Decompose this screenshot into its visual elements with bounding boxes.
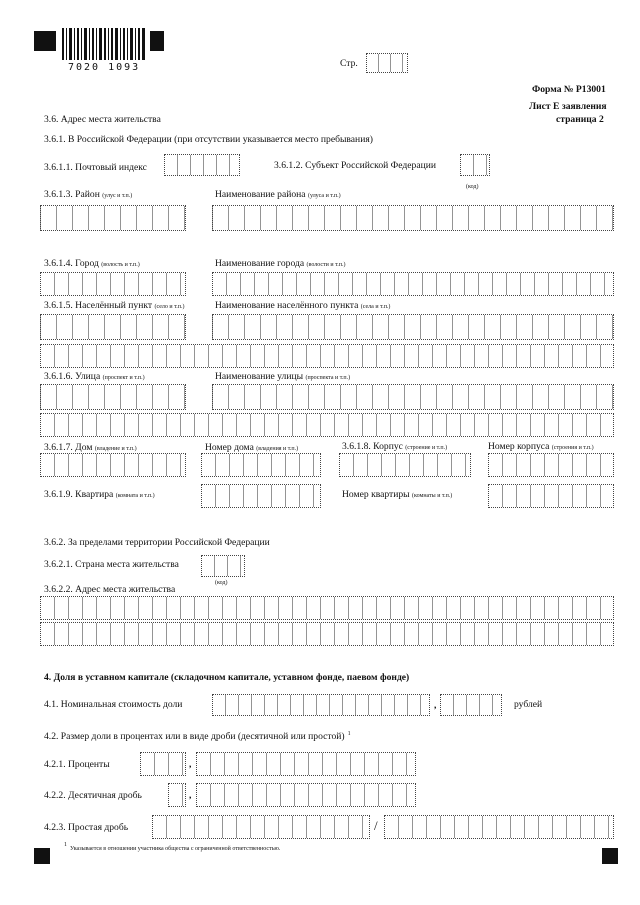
street-name-field[interactable] [212, 384, 614, 410]
footnote-mark: 1 [64, 842, 67, 848]
simple-fraction-label: 4.2.3. Простая дробь [44, 822, 129, 833]
building-label [342, 441, 447, 452]
percent-comma: , [189, 759, 192, 770]
district-name-label-sub: (улуса и т.п.) [307, 193, 341, 199]
simple-numerator-field[interactable] [152, 815, 370, 839]
house-label-sub: (владение и т.п.) [94, 446, 137, 452]
city-label-sub: (волость и т.п.) [101, 262, 140, 268]
sheet-title: Лист Е заявления [529, 101, 607, 112]
nominal-value-fraction-field[interactable] [440, 694, 502, 716]
district-label-sub: (улус и т.п.) [102, 193, 133, 199]
building-number-label-text: Номер корпуса [488, 441, 550, 452]
section-4-title: 4. Доля в уставном капитале (складочном капитале, уставном фонде, паевом фонде) [44, 672, 410, 683]
foreign-address-field-line-1[interactable] [40, 596, 614, 620]
city-name-field[interactable] [212, 272, 614, 296]
foreign-address-label: 3.6.2.2. Адрес места жительства [44, 584, 176, 595]
section-3-6-1-title: 3.6.1. В Российской Федерации (при отсутствии указывается место пребывания) [44, 134, 373, 145]
sheet-page: страница 2 [556, 114, 604, 125]
section-3-6-title: 3.6. Адрес места жительства [44, 114, 161, 125]
street-name-label-text: Наименование улицы [215, 371, 304, 382]
subject-code-note: (код) [466, 184, 479, 190]
share-size-label-text: 4.2. Размер доли в процентах или в виде дроби (десятичной или простой) [44, 731, 345, 743]
corner-marker-bottom-left [34, 848, 50, 864]
decimal-fraction-field[interactable] [196, 783, 416, 807]
decimal-comma: , [189, 790, 192, 801]
locality-name-label-text: Наименование населённого пункта [215, 300, 359, 311]
building-number-field[interactable] [488, 453, 614, 477]
city-name-label-sub: (волости и т.п.) [306, 262, 346, 268]
house-number-label-text: Номер дома [205, 442, 254, 453]
building-number-label [488, 441, 594, 452]
nominal-value-label: 4.1. Номинальная стоимость доли [44, 699, 183, 710]
street-label-sub: (проспект и т.п.) [102, 375, 145, 381]
country-code-note: (код) [215, 580, 228, 586]
house-number-label [205, 442, 298, 453]
barcode-number: 7020 1093 [68, 62, 141, 73]
decimal-fraction-label: 4.2.2. Десятичная дробь [44, 790, 142, 801]
street-name-label-sub: (проспекта и т.п.) [305, 375, 351, 381]
page-number-label: Стр. [340, 58, 358, 69]
page-number-field[interactable] [366, 53, 408, 73]
locality-name-label-sub: (села и т.п.) [360, 304, 391, 310]
section-3-6-2-title: 3.6.2. За пределами территории Российской Федерации [44, 537, 270, 548]
locality-name-label [215, 300, 390, 311]
subject-code-field[interactable] [460, 154, 490, 176]
city-label [44, 258, 140, 269]
footnote-text: Указывается в отношении участника общества с ограниченной ответственностью. [70, 846, 281, 852]
building-label-sub: (строение и т.п.) [405, 445, 448, 451]
locality-label-sub: (село и т.п.) [154, 304, 185, 310]
house-number-label-sub: (владения и т.п.) [256, 446, 299, 452]
barcode-image [62, 28, 146, 60]
apartment-type-field[interactable] [201, 484, 321, 508]
locality-label [44, 300, 184, 311]
corner-marker-top-right [150, 31, 164, 51]
apartment-number-label-text: Номер квартиры [342, 489, 410, 500]
locality-type-field[interactable] [40, 314, 186, 340]
city-name-label [215, 258, 345, 269]
city-name-label-text: Наименование города [215, 258, 305, 269]
apartment-label-sub: (комната и т.п.) [115, 493, 155, 499]
share-size-footnote-ref: 1 [347, 731, 351, 737]
street-name-field-line-2[interactable] [40, 413, 614, 437]
corner-marker-bottom-right [602, 848, 618, 864]
house-label-text: 3.6.1.7. Дом [44, 442, 93, 453]
district-label [44, 189, 132, 200]
district-name-label [215, 189, 341, 200]
simple-fraction-slash: / [374, 818, 378, 833]
nominal-value-comma: , [434, 700, 437, 711]
apartment-number-field[interactable] [488, 484, 614, 508]
building-number-label-sub: (строения и т.п.) [551, 445, 594, 451]
apartment-label-text: 3.6.1.9. Квартира [44, 489, 114, 500]
locality-name-field[interactable] [212, 314, 614, 340]
percent-label: 4.2.1. Проценты [44, 759, 110, 770]
country-code-field[interactable] [201, 555, 245, 577]
house-type-field[interactable] [40, 453, 186, 477]
percent-fraction-field[interactable] [196, 752, 416, 776]
apartment-label [44, 489, 155, 500]
city-label-text: 3.6.1.4. Город [44, 258, 99, 269]
building-type-field[interactable] [339, 453, 471, 477]
nominal-value-integer-field[interactable] [212, 694, 430, 716]
house-label [44, 442, 137, 453]
locality-label-text: 3.6.1.5. Населённый пункт [44, 300, 153, 311]
percent-integer-field[interactable] [140, 752, 186, 776]
street-name-label [215, 371, 350, 382]
district-name-field[interactable] [212, 205, 614, 231]
decimal-integer-field[interactable] [168, 783, 186, 807]
corner-marker-top-left [34, 31, 56, 51]
apartment-number-label-sub: (комнаты и т.п.) [412, 493, 453, 499]
foreign-address-field-line-2[interactable] [40, 622, 614, 646]
district-type-field[interactable] [40, 205, 186, 231]
form-number: Форма № Р13001 [532, 84, 606, 95]
city-type-field[interactable] [40, 272, 186, 296]
building-label-text: 3.6.1.8. Корпус [342, 441, 403, 452]
street-type-field[interactable] [40, 384, 186, 410]
share-size-label [44, 731, 351, 742]
locality-name-field-line-2[interactable] [40, 344, 614, 368]
district-name-label-text: Наименование района [215, 189, 306, 200]
house-number-field[interactable] [201, 453, 321, 477]
street-label-text: 3.6.1.6. Улица [44, 371, 101, 382]
postal-code-label: 3.6.1.1. Почтовый индекс [44, 162, 147, 173]
country-label: 3.6.2.1. Страна места жительства [44, 559, 179, 570]
simple-denominator-field[interactable] [384, 815, 614, 839]
apartment-number-label [342, 489, 452, 500]
street-label [44, 371, 145, 382]
postal-code-field[interactable] [164, 154, 240, 176]
district-label-text: 3.6.1.3. Район [44, 189, 100, 200]
rubles-label: рублей [514, 699, 543, 710]
subject-label: 3.6.1.2. Субъект Российской Федерации [274, 160, 436, 171]
